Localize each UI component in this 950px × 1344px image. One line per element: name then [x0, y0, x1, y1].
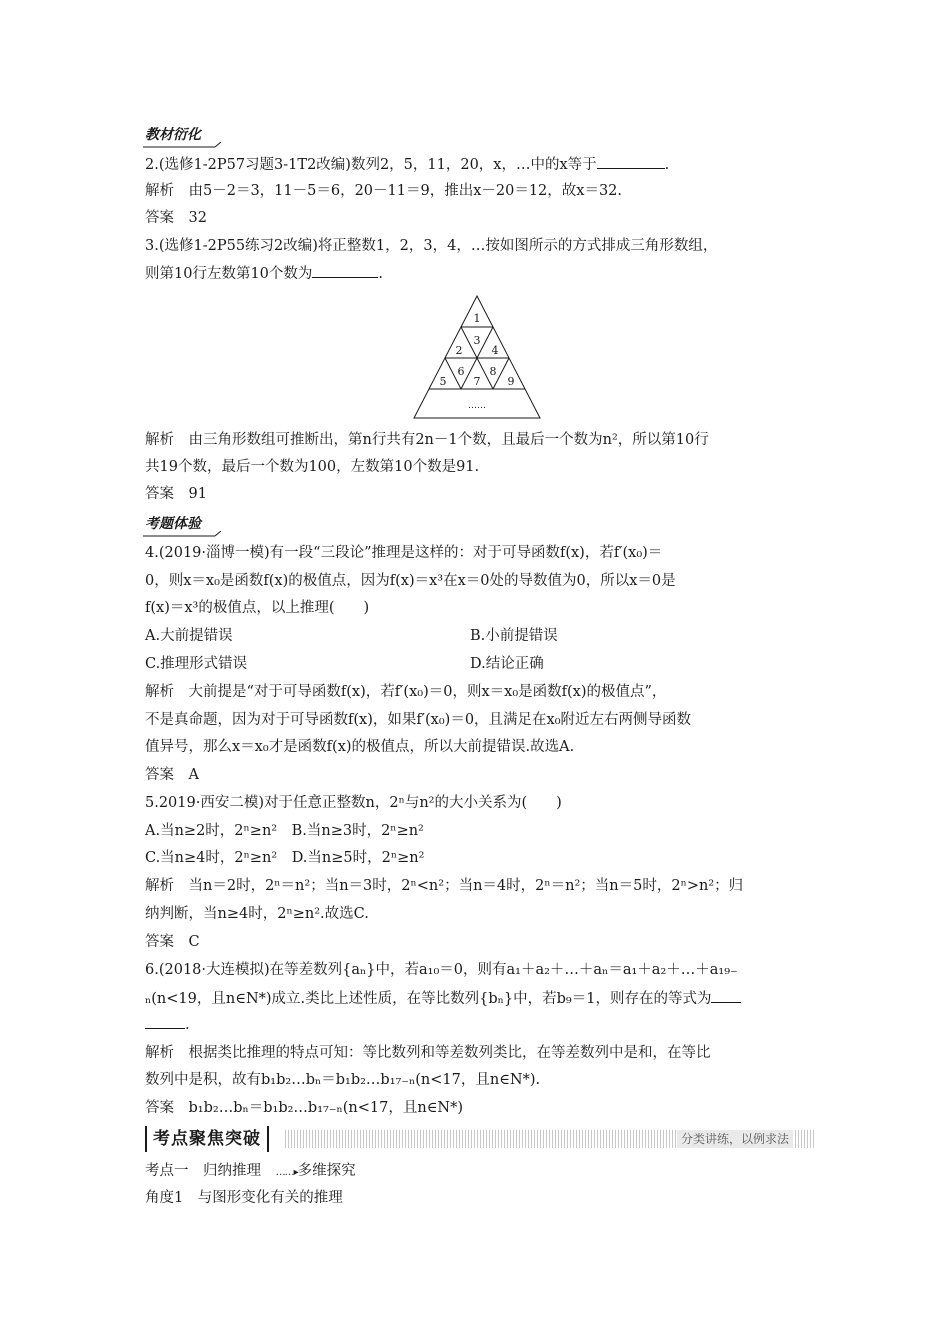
question-4-option-b: B.小前提错误	[470, 628, 558, 644]
question-3-stem-line1: 3.(选修1-2P55练习2改编)将正整数1，2，3，4，…按如图所示的方式排成三角形数组，	[145, 238, 718, 254]
question-5-analysis-line1: 解析 当n＝2时，2ⁿ＝n²；当n＝3时，2ⁿ<n²；当n＝4时，2ⁿ＝n²；当n＝5时，2ⁿ>n²；归	[145, 878, 744, 894]
section-heading-exam	[145, 515, 201, 533]
triangle-number-6: 6	[457, 365, 465, 378]
question-3-stem-line2: 则第10行左数第10个数为 .	[145, 263, 383, 284]
banner-subtitle: 分类讲练，以例求法	[677, 1130, 793, 1148]
answer-blank	[597, 154, 665, 169]
triangle-number-9: 9	[507, 375, 515, 388]
triangle-number-8: 8	[489, 365, 497, 378]
question-4-line3: f(x)＝x³的极值点，以上推理( )	[145, 600, 370, 616]
section-title: 考题体验	[145, 516, 201, 532]
question-6-line2: ₙ(n<19，且n∈N*)成立.类比上述性质，在等比数列{bₙ}中，若b₉＝1，则存在的等式为	[145, 988, 741, 1009]
triangle-number-7: 7	[473, 375, 481, 388]
triangle-number-array-figure	[412, 294, 542, 420]
triangle-number-1: 1	[473, 312, 481, 325]
topic-tag: 多维探究	[297, 1163, 356, 1179]
question-4-analysis-line2: 不是真命题，因为对于可导函数f(x)，如果f′(x₀)＝0，且满足在x₀附近左右两侧导函数	[145, 712, 692, 728]
question-6-analysis-line2: 数列中是积，故有b₁b₂…bₙ＝b₁b₂…b₁₇₋ₙ(n<17，且n∈N*).	[145, 1072, 541, 1088]
question-4-option-c: C.推理形式错误	[145, 656, 248, 672]
angle-heading: 角度1 与图形变化有关的推理	[145, 1190, 343, 1206]
question-5-analysis-line2: 纳判断，当n≥4时，2ⁿ≥n².故选C.	[145, 906, 369, 922]
question-3-analysis-line2: 共19个数，最后一个数为100，左数第10个数是91.	[145, 459, 480, 475]
triangle-number-3: 3	[473, 334, 481, 347]
banner-title: 考点聚焦突破	[145, 1126, 269, 1152]
triangle-ellipsis: ……	[468, 401, 486, 411]
question-4-line2: 0，则x＝x₀是函数f(x)的极值点，因为f(x)＝x³在x＝0处的导数值为0，所以x＝0是	[145, 573, 676, 589]
question-4-analysis-line1: 解析 大前提是“对于可导函数f(x)，若f′(x₀)＝0，则x＝x₀是函数f(x)的极值点”，	[145, 684, 667, 700]
question-2-answer: 答案 32	[145, 210, 207, 226]
question-5-options-cd: C.当n≥4时，2ⁿ≥n² D.当n≥5时，2ⁿ≥n²	[145, 850, 425, 866]
triangle-number-5: 5	[439, 375, 447, 388]
question-3-answer: 答案 91	[145, 486, 207, 502]
question-6-line1: 6.(2018·大连模拟)在等差数列{aₙ}中，若a₁₀＝0，则有a₁＋a₂＋…＋aₙ＝a₁＋a₂＋…＋a₁₉₋	[145, 962, 738, 978]
answer-blank	[711, 988, 741, 1003]
heading-underline-decoration	[143, 531, 225, 537]
answer-blank-continued	[145, 1014, 185, 1029]
question-6-answer: 答案 b₁b₂…bₙ＝b₁b₂…b₁₇₋ₙ(n<17，且n∈N*)	[145, 1100, 464, 1116]
question-2-stem: 2.(选修1-2P57习题3-1T2改编)数列2，5，11，20，x，…中的x等于 .	[145, 154, 669, 175]
section-heading-textbook	[145, 126, 201, 144]
heading-underline-decoration	[143, 142, 225, 148]
question-5-options-ab: A.当n≥2时，2ⁿ≥n² B.当n≥3时，2ⁿ≥n²	[145, 823, 424, 839]
topic-label: 考点一 归纳推理	[145, 1163, 261, 1179]
question-4-option-d: D.结论正确	[470, 656, 544, 672]
section-title: 教材衍化	[145, 127, 201, 143]
answer-blank	[312, 263, 378, 278]
topic-line	[145, 1161, 356, 1183]
question-4-line1: 4.(2019·淄博一模)有一段“三段论”推理是这样的：对于可导函数f(x)，若f′(x₀)＝	[145, 545, 663, 561]
question-4-analysis-line3: 值异号，那么x＝x₀才是函数f(x)的极值点，所以大前提错误.故选A.	[145, 739, 575, 755]
triangle-number-2: 2	[455, 344, 463, 357]
question-6-analysis-line1: 解析 根据类比推理的特点可知：等比数列和等差数列类比，在等差数列中是和，在等比	[145, 1045, 711, 1061]
question-6-line3: .	[145, 1014, 190, 1035]
question-5-answer: 答案 C	[145, 934, 200, 950]
question-4-option-a: A.大前提错误	[145, 628, 233, 644]
question-3-analysis-line1: 解析 由三角形数组可推断出，第n行共有2n－1个数，且最后一个数为n²，所以第10行	[145, 432, 709, 448]
question-4-answer: 答案 A	[145, 767, 199, 783]
section-banner	[145, 1126, 815, 1152]
dotted-arrow-icon: ……▸	[275, 1167, 298, 1178]
question-2-analysis: 解析 由5－2＝3，11－5＝6，20－11＝9，推出x－20＝12，故x＝32.	[145, 183, 623, 199]
triangle-number-4: 4	[491, 344, 499, 357]
question-5-stem: 5.2019·西安二模)对于任意正整数n，2ⁿ与n²的大小关系为( )	[145, 795, 562, 811]
